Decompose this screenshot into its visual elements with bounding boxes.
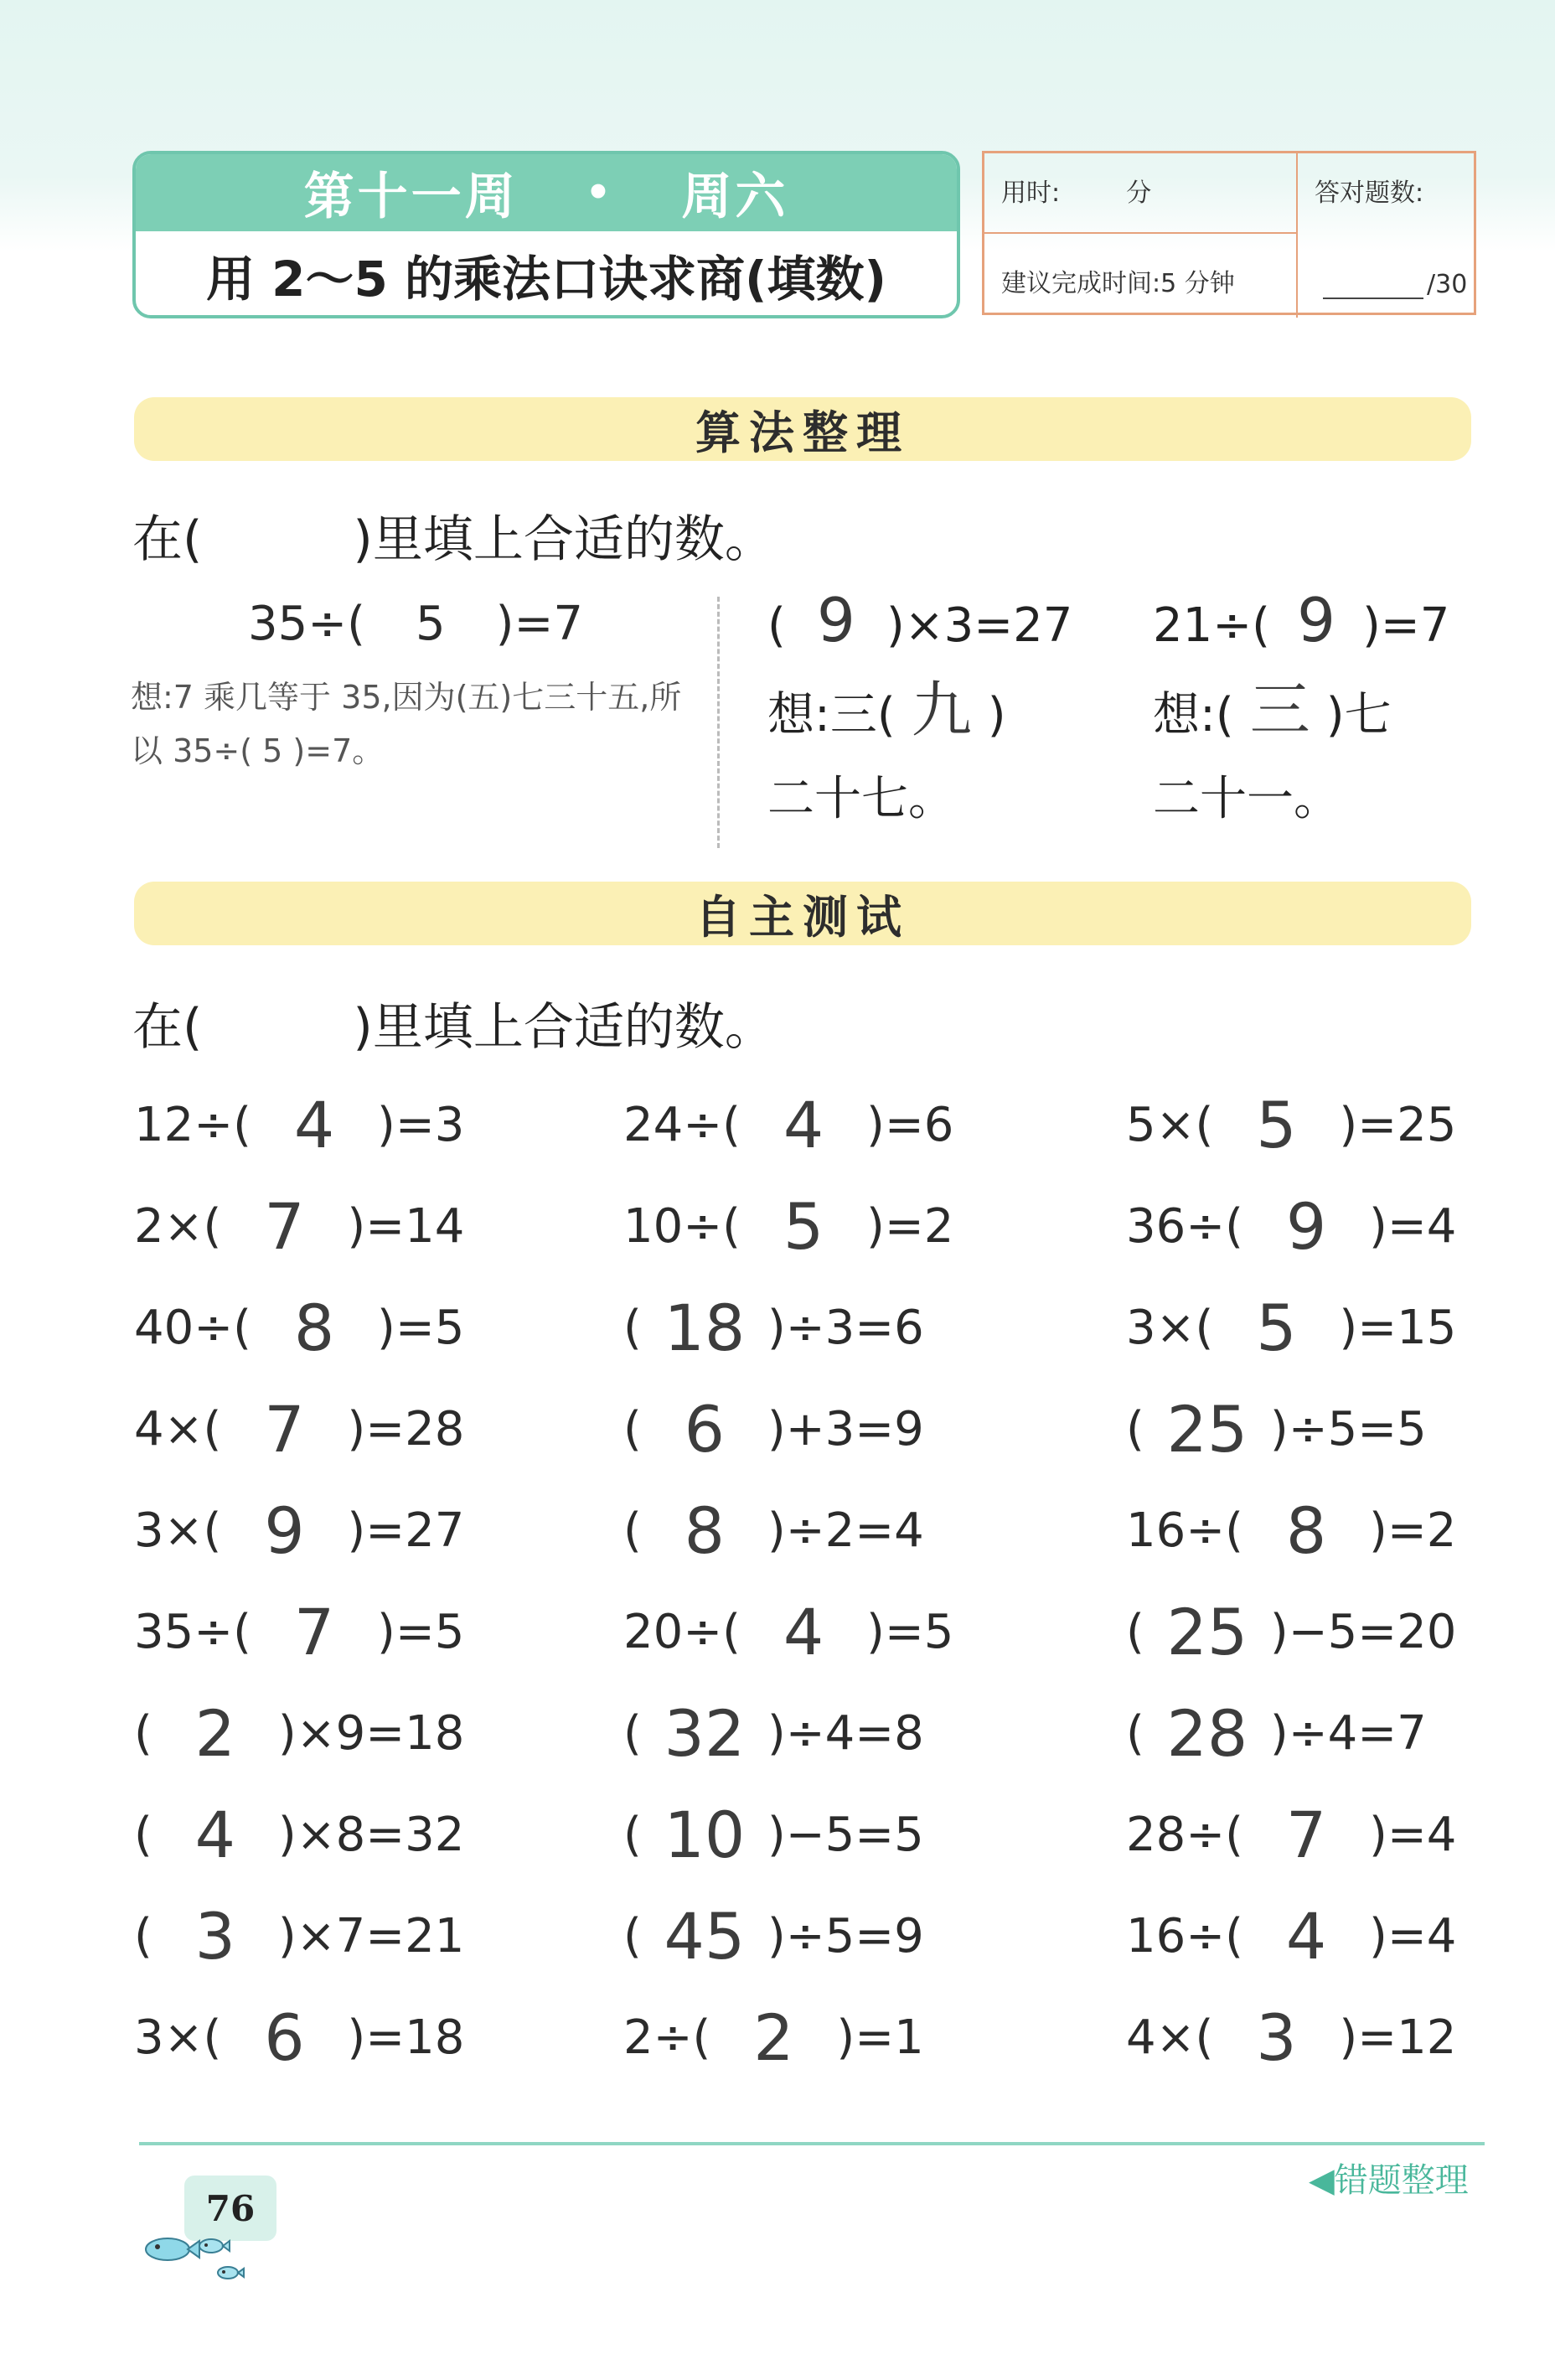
practice-2-hint-post: )七 — [1325, 688, 1392, 742]
problem-item — [1126, 1277, 1475, 1379]
section1-instruction: 在( )里填上合适的数。 — [132, 510, 775, 569]
suggested-time-cell: 建议完成时间:5 分钟 — [984, 234, 1298, 318]
problem-item — [623, 1074, 1126, 1176]
problem-suffix: )=12 — [1339, 2010, 1457, 2065]
section2-instruction: 在( )里填上合适的数。 — [132, 998, 775, 1057]
section-title-algorithm: 算法整理 — [134, 397, 1471, 461]
practice-2-post: )=7 — [1362, 598, 1450, 653]
problem-item — [134, 1277, 623, 1379]
problem-prefix: 28÷( — [1126, 1808, 1244, 1862]
practice-1-equation — [767, 578, 1119, 668]
problem-item — [623, 1277, 1126, 1379]
problem-suffix: )÷5=9 — [767, 1909, 924, 1964]
practice-2-hint — [1153, 668, 1488, 758]
problem-item — [623, 1987, 1126, 2088]
practice-1-hint — [767, 668, 1119, 758]
problem-item — [134, 1784, 623, 1886]
practice-1-post: )×3=27 — [886, 598, 1073, 653]
problem-prefix: ( — [623, 1503, 642, 1558]
problem-answer[interactable]: 2 — [753, 2000, 794, 2075]
problem-suffix: )=6 — [866, 1098, 954, 1152]
problem-suffix: )×8=32 — [277, 1808, 465, 1862]
problem-suffix: )=5 — [377, 1605, 465, 1659]
problem-answer[interactable]: 7 — [264, 1189, 305, 1264]
practice-2-hint-pre: 想:( — [1153, 688, 1234, 742]
problem-prefix: 3×( — [134, 2010, 222, 2065]
problem-prefix: 2÷( — [623, 2010, 711, 2065]
problem-answer[interactable]: 4 — [1285, 1899, 1327, 1974]
example-answer: 5 — [416, 597, 446, 651]
problem-answer[interactable]: 5 — [1256, 1291, 1297, 1365]
practice-1-hint-post: ) — [987, 688, 1006, 742]
time-unit: 分 — [1126, 178, 1152, 208]
problem-answer[interactable]: 18 — [664, 1291, 746, 1365]
problem-item — [623, 1886, 1126, 1987]
problem-prefix: ( — [134, 1808, 152, 1862]
problem-prefix: ( — [1126, 1706, 1144, 1761]
score-line — [1323, 270, 1467, 299]
problem-item — [623, 1480, 1126, 1581]
practice-1-hint-answer[interactable]: 九 — [911, 675, 972, 745]
problem-item — [623, 1683, 1126, 1784]
practice-2-equation — [1153, 578, 1488, 668]
problem-answer[interactable]: 2 — [194, 1696, 236, 1771]
footer-divider — [139, 2142, 1485, 2145]
score-blank[interactable] — [1323, 274, 1423, 299]
error-review-link[interactable]: ◀错题整理 — [1309, 2161, 1469, 2200]
problem-item — [134, 1683, 623, 1784]
problem-item — [1126, 1987, 1475, 2088]
problem-answer[interactable]: 3 — [1256, 2000, 1297, 2075]
problem-prefix: ( — [1126, 1402, 1144, 1456]
problem-item — [1126, 1683, 1475, 1784]
problem-answer[interactable]: 7 — [264, 1392, 305, 1467]
week-label: 第十一周 — [303, 168, 519, 226]
separator-dot: • — [585, 169, 615, 216]
example-post: )=7 — [495, 597, 584, 651]
practice-1-pre: ( — [767, 598, 786, 653]
fish-decoration-icon — [134, 2221, 260, 2288]
problem-prefix: ( — [623, 1301, 642, 1355]
problem-suffix: )−5=20 — [1269, 1605, 1457, 1659]
score-table — [982, 151, 1476, 315]
problem-prefix: ( — [134, 1909, 152, 1964]
problem-answer[interactable]: 32 — [664, 1696, 746, 1771]
problem-answer[interactable]: 6 — [264, 2000, 305, 2075]
problem-item — [134, 1987, 623, 2088]
problem-prefix: 3×( — [1126, 1301, 1214, 1355]
dashed-divider — [717, 597, 720, 848]
problem-prefix: 36÷( — [1126, 1199, 1244, 1254]
practice-2-hint-answer[interactable]: 三 — [1249, 675, 1310, 745]
problem-prefix: ( — [134, 1706, 152, 1761]
problem-suffix: )×9=18 — [277, 1706, 465, 1761]
problem-answer[interactable]: 3 — [194, 1899, 236, 1974]
problem-prefix: 35÷( — [134, 1605, 252, 1659]
problem-answer[interactable]: 10 — [664, 1798, 746, 1872]
problem-answer[interactable]: 7 — [293, 1595, 335, 1669]
problem-answer[interactable]: 5 — [783, 1189, 824, 1264]
practice-2-hint-end: 二十一。 — [1153, 772, 1341, 826]
problem-answer[interactable]: 4 — [783, 1595, 824, 1669]
page-number: 76 — [184, 2176, 276, 2241]
problem-item — [134, 1379, 623, 1480]
problem-item — [623, 1581, 1126, 1683]
practice-item-1 — [767, 578, 1119, 841]
problem-prefix: 24÷( — [623, 1098, 741, 1152]
example-note: 想:7 乘几等于 35,因为(五)七三十五,所以 35÷( 5 )=7。 — [131, 679, 682, 769]
lesson-title-block — [132, 151, 960, 318]
problem-item — [1126, 1074, 1475, 1176]
problem-answer[interactable]: 6 — [684, 1392, 726, 1467]
problem-answer[interactable]: 25 — [1166, 1392, 1248, 1467]
problem-item — [1126, 1379, 1475, 1480]
problem-answer[interactable]: 8 — [1285, 1493, 1327, 1568]
problem-grid — [134, 1074, 1475, 2080]
practice-1-answer[interactable]: 9 — [816, 585, 855, 655]
problem-suffix: )=2 — [866, 1199, 954, 1254]
problem-suffix: )=14 — [347, 1199, 465, 1254]
lesson-subtitle: 用 2～5 的乘法口诀求商(填数) — [205, 251, 887, 308]
problem-suffix: )÷5=5 — [1269, 1402, 1427, 1456]
problem-item — [134, 1886, 623, 1987]
time-cell — [984, 153, 1298, 234]
correct-label: 答对题数: — [1315, 178, 1424, 208]
example-pre: 35÷( — [248, 597, 366, 651]
problem-prefix: 10÷( — [623, 1199, 741, 1254]
problem-item — [1126, 1581, 1475, 1683]
problem-item — [623, 1176, 1126, 1277]
problem-prefix: 16÷( — [1126, 1503, 1244, 1558]
problem-answer[interactable]: 7 — [1285, 1798, 1327, 1872]
practice-item-2 — [1153, 578, 1488, 841]
problem-prefix: 3×( — [134, 1503, 222, 1558]
problem-prefix: 2×( — [134, 1199, 222, 1254]
problem-answer[interactable]: 45 — [664, 1899, 746, 1974]
score-total: /30 — [1427, 270, 1468, 299]
problem-answer[interactable]: 5 — [1256, 1088, 1297, 1162]
problem-suffix: )=3 — [377, 1098, 465, 1152]
problem-answer[interactable]: 4 — [783, 1088, 824, 1162]
problem-item — [134, 1176, 623, 1277]
practice-1-hint-end: 二十七。 — [767, 772, 955, 826]
problem-item — [134, 1480, 623, 1581]
problem-suffix: )=25 — [1339, 1098, 1457, 1152]
problem-answer[interactable]: 9 — [1285, 1189, 1327, 1264]
time-label: 用时: — [1001, 178, 1061, 208]
problem-suffix: )÷4=7 — [1269, 1706, 1427, 1761]
problem-item — [623, 1784, 1126, 1886]
problem-prefix: ( — [1126, 1605, 1144, 1659]
problem-suffix: )=18 — [347, 2010, 465, 2065]
problem-item — [134, 1074, 623, 1176]
problem-answer[interactable]: 4 — [293, 1088, 335, 1162]
problem-suffix: )=5 — [377, 1301, 465, 1355]
problem-item — [134, 1581, 623, 1683]
day-label: 周六 — [681, 168, 789, 226]
problem-item — [1126, 1886, 1475, 1987]
problem-suffix: )=5 — [866, 1605, 954, 1659]
problem-suffix: )=15 — [1339, 1301, 1457, 1355]
problem-suffix: )+3=9 — [767, 1402, 924, 1456]
problem-suffix: )×7=21 — [277, 1909, 465, 1964]
practice-1-hint-pre: 想:三( — [767, 688, 896, 742]
problem-answer[interactable]: 8 — [684, 1493, 726, 1568]
problem-suffix: )−5=5 — [767, 1808, 924, 1862]
practice-2-answer[interactable]: 9 — [1297, 585, 1335, 655]
problem-prefix: 20÷( — [623, 1605, 741, 1659]
problem-prefix: ( — [623, 1402, 642, 1456]
problem-prefix: 16÷( — [1126, 1909, 1244, 1964]
problem-prefix: 40÷( — [134, 1301, 252, 1355]
problem-prefix: 5×( — [1126, 1098, 1214, 1152]
problem-item — [1126, 1784, 1475, 1886]
correct-count-cell — [1298, 153, 1474, 318]
problem-suffix: )÷2=4 — [767, 1503, 924, 1558]
problem-suffix: )=2 — [1369, 1503, 1457, 1558]
problem-suffix: )=4 — [1369, 1199, 1457, 1254]
problem-prefix: ( — [623, 1706, 642, 1761]
problem-prefix: 4×( — [134, 1402, 222, 1456]
problem-answer[interactable]: 28 — [1166, 1696, 1248, 1771]
problem-suffix: )=28 — [347, 1402, 465, 1456]
problem-item — [623, 1379, 1126, 1480]
problem-item — [1126, 1480, 1475, 1581]
week-day-banner — [136, 154, 957, 231]
problem-suffix: )=27 — [347, 1503, 465, 1558]
problem-answer[interactable]: 4 — [194, 1798, 236, 1872]
problem-prefix: 4×( — [1126, 2010, 1214, 2065]
problem-suffix: )=4 — [1369, 1909, 1457, 1964]
example-problem — [248, 597, 583, 651]
problem-answer[interactable]: 25 — [1166, 1595, 1248, 1669]
problem-prefix: ( — [623, 1909, 642, 1964]
problem-answer[interactable]: 9 — [264, 1493, 305, 1568]
problem-suffix: )=1 — [836, 2010, 924, 2065]
problem-prefix: 12÷( — [134, 1098, 252, 1152]
problem-suffix: )÷3=6 — [767, 1301, 924, 1355]
problem-prefix: ( — [623, 1808, 642, 1862]
problem-answer[interactable]: 8 — [293, 1291, 335, 1365]
problem-suffix: )=4 — [1369, 1808, 1457, 1862]
practice-2-pre: 21÷( — [1153, 598, 1271, 653]
section-title-self-test: 自主测试 — [134, 882, 1471, 945]
problem-item — [1126, 1176, 1475, 1277]
problem-suffix: )÷4=8 — [767, 1706, 924, 1761]
